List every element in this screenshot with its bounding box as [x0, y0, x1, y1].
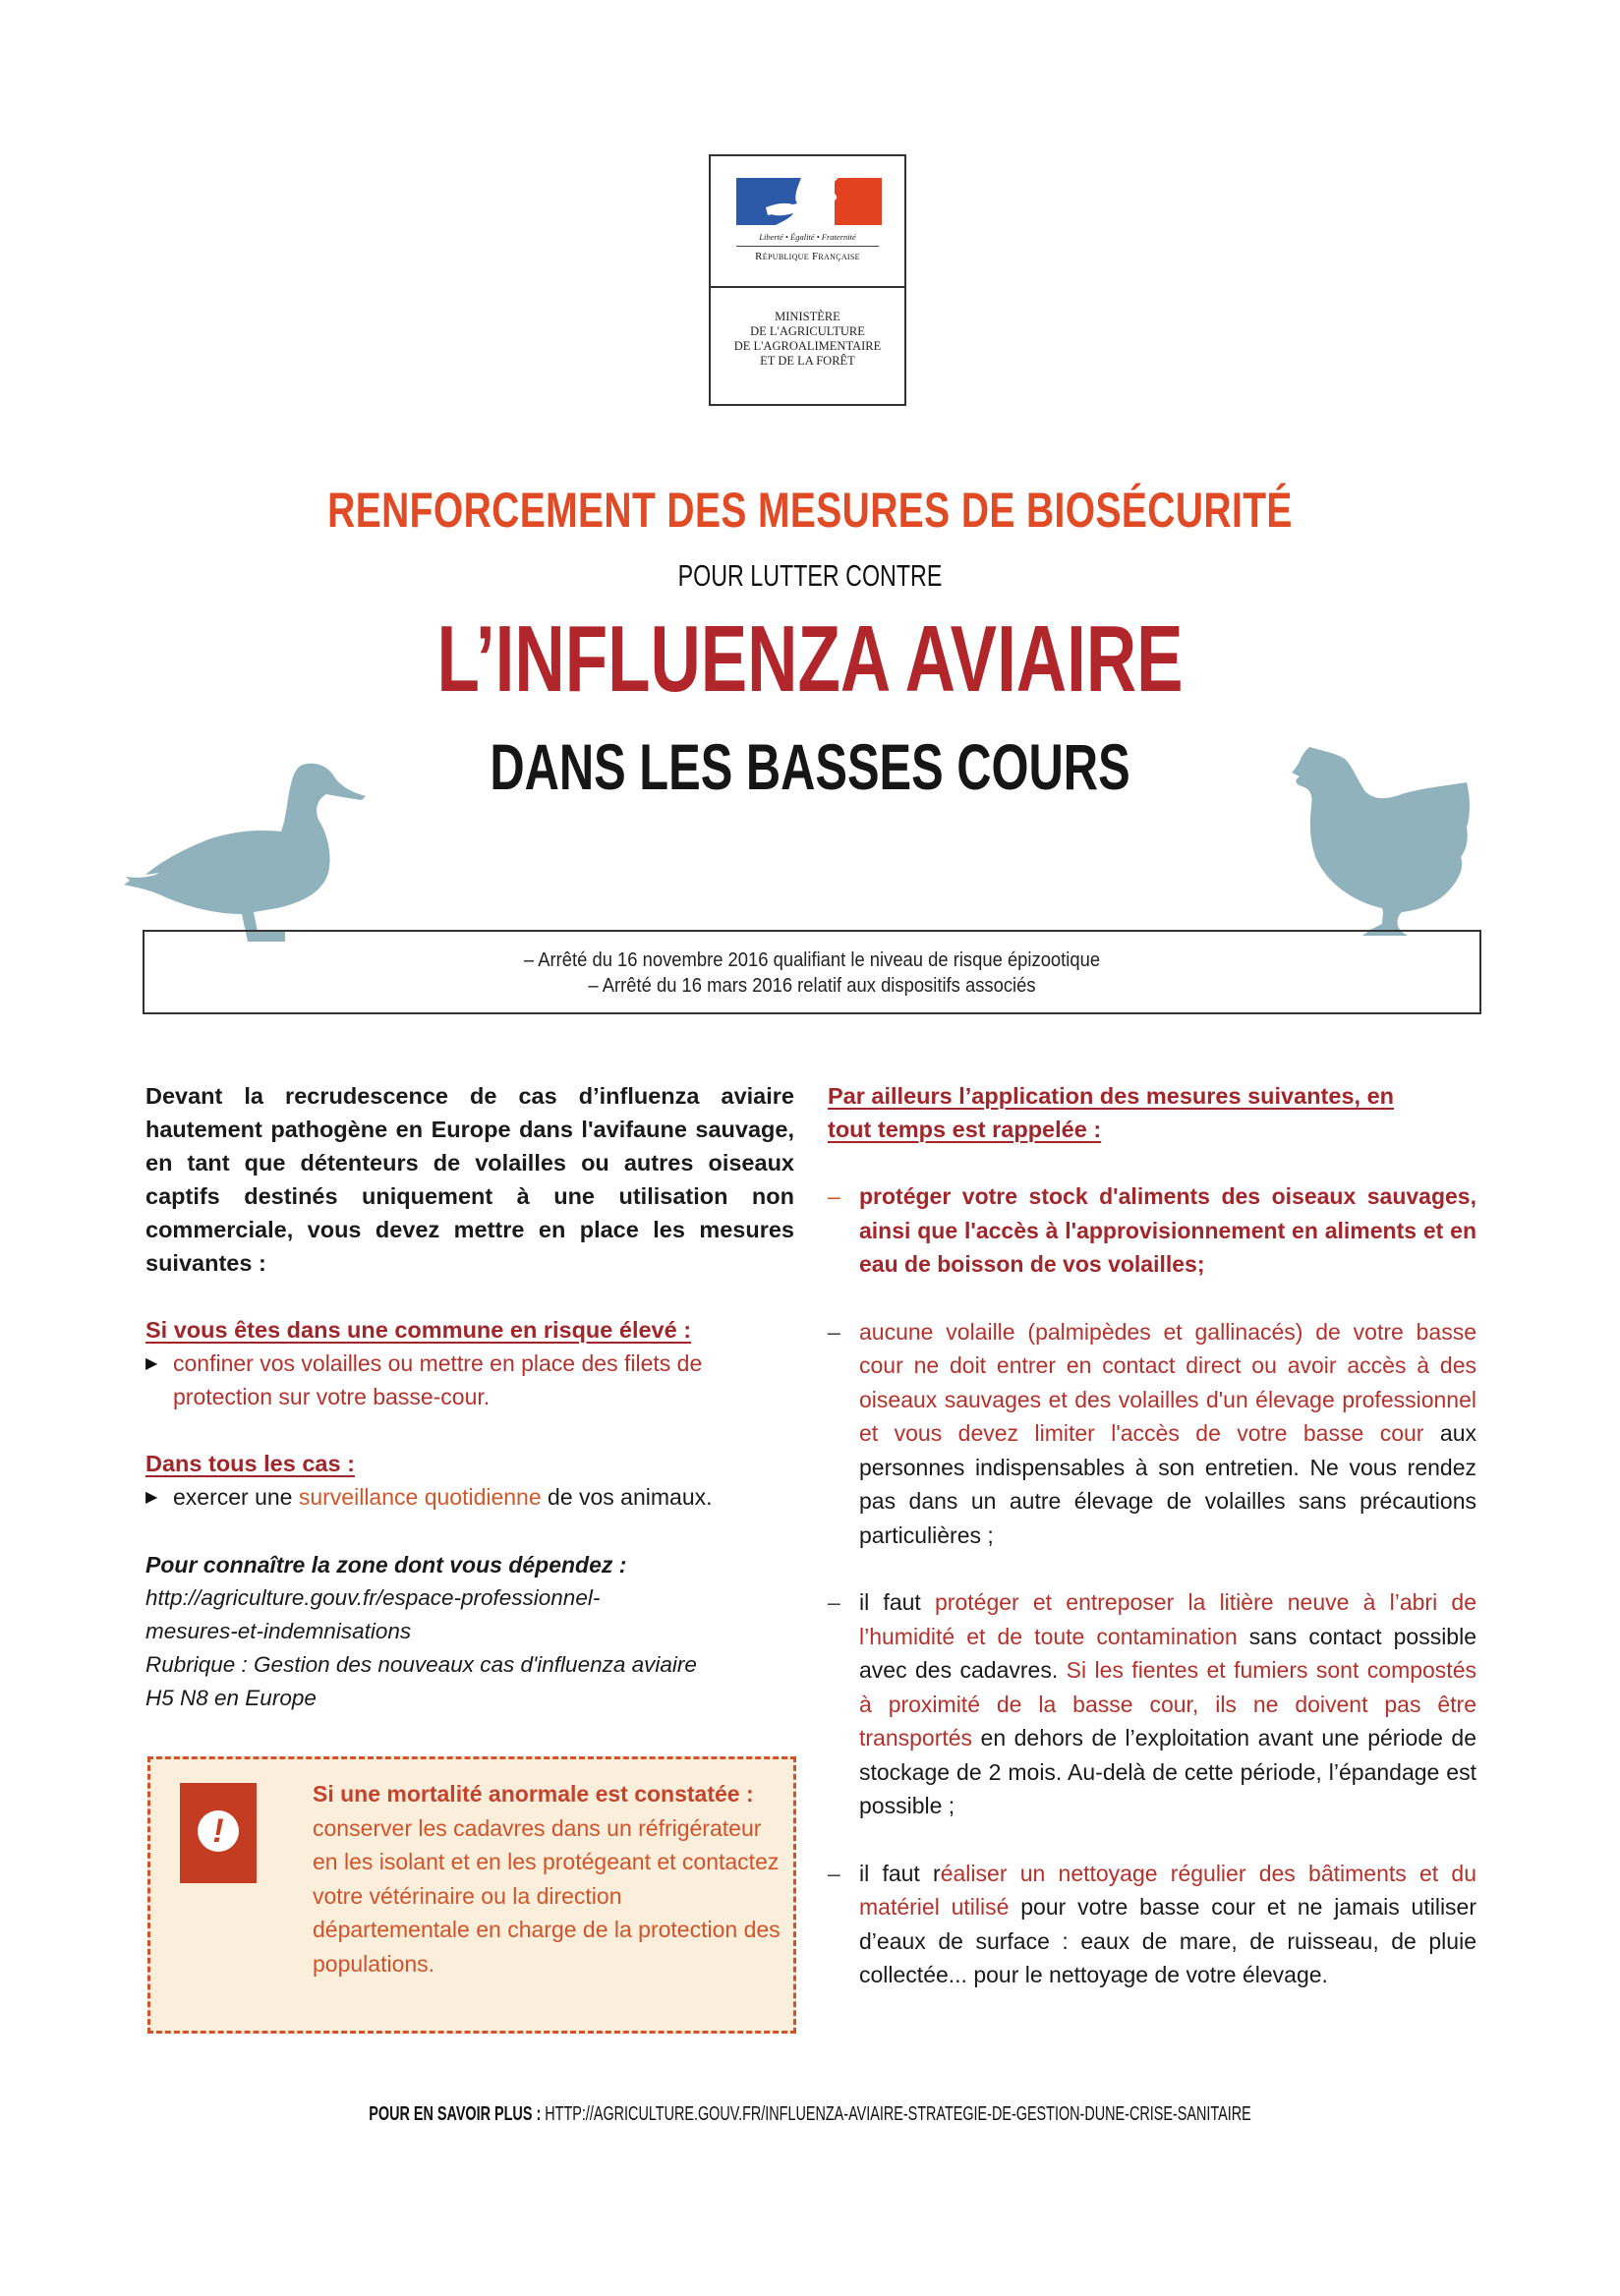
zone-url-cont[interactable]: mesures-et-indemnisations	[145, 1619, 412, 1643]
duck-icon	[120, 757, 371, 944]
zone-rubrique: Rubrique : Gestion des nouveaux cas d'influenza aviaire	[145, 1652, 697, 1677]
motto: Liberté • Égalité • Fraternité	[759, 232, 856, 242]
measure-text-part: sans contact possible avec des cadavres.	[859, 1623, 1477, 1683]
alert-bold: Si une mortalité anormale est constatée :	[313, 1781, 754, 1807]
measure-item	[828, 1857, 1476, 1992]
footer-label: POUR EN SAVOIR PLUS :	[369, 2103, 542, 2125]
dash-bullet-icon: –	[828, 1860, 840, 1886]
title-influenza: L’INFLUENZA AVIAIRE	[436, 606, 1184, 712]
mortality-alert-box	[147, 1756, 796, 2034]
high-risk-item	[145, 1347, 794, 1413]
measures-list	[828, 1179, 1476, 1992]
ministry-line: MINISTÈRE	[775, 310, 840, 323]
ministry-name	[711, 288, 904, 369]
footer-url[interactable]: HTTP://AGRICULTURE.GOUV.FR/INFLUENZA-AVIAIRE-STRATEGIE-DE-GESTION-DUNE-CRISE-SANITAIRE	[541, 2103, 1251, 2125]
measure-text-part: protéger et entreposer la litière neuve à l’abri de l’humidité et de toute contamination	[859, 1589, 1476, 1649]
all-cases-text: exercer une	[173, 1484, 299, 1510]
measure-text-part: protéger votre stock d'aliments des oiseaux sauvages, ainsi que l'accès à l'approvisionnement en aliments et en eau de boisson de vos volailles;	[859, 1183, 1476, 1277]
measure-text	[859, 1857, 1476, 1992]
measure-text-part: en dehors de l’exploitation avant une période de stockage de 2 mois. Au-delà de cette période, l’épandage est possible ;	[859, 1725, 1476, 1818]
dash-bullet-icon: –	[828, 1183, 840, 1209]
right-column	[828, 1079, 1476, 1992]
alert-text	[313, 1777, 784, 1980]
decree-references	[143, 930, 1481, 1014]
triangle-bullet-icon: ▶	[145, 1489, 158, 1506]
measure-text-part: éaliser un nettoyage régulier des bâtiments et du matériel utilisé	[859, 1860, 1476, 1920]
title-basses-cours: DANS LES BASSES COURS	[490, 730, 1130, 803]
footer-more-info	[227, 2103, 1394, 2126]
ministry-line: ET DE LA FORÊT	[760, 354, 855, 368]
title-biosecurity: RENFORCEMENT DES MESURES DE BIOSÉCURITÉ	[327, 483, 1293, 538]
zone-rubrique-cont: H5 N8 en Europe	[145, 1686, 317, 1710]
government-logo	[709, 154, 906, 406]
triangle-bullet-icon: ▶	[145, 1355, 158, 1372]
decree-line: – Arrêté du 16 mars 2016 relatif aux dispositifs associés	[588, 975, 1036, 997]
zone-url[interactable]: http://agriculture.gouv.fr/espace-professionnel-	[145, 1585, 601, 1610]
measure-text-part: il faut r	[859, 1860, 941, 1886]
measure-text-part: il faut	[859, 1589, 936, 1615]
right-heading: Par ailleurs l’application des mesures suivantes, en tout temps est rappelée :	[828, 1083, 1394, 1142]
republique-francaise: République Française	[755, 251, 860, 262]
divider	[736, 246, 879, 247]
measure-text-part: Si les fientes et fumiers sont compostés à proximité de la basse cour, ils ne doivent pas être transportés	[859, 1657, 1476, 1751]
marianne-flag-icon	[736, 178, 882, 225]
all-cases-text: de vos animaux.	[541, 1484, 713, 1510]
ministry-line: DE L'AGRICULTURE	[750, 324, 865, 338]
measure-text	[859, 1585, 1476, 1823]
dash-bullet-icon: –	[828, 1318, 840, 1345]
decree-line: – Arrêté du 16 novembre 2016 qualifiant le niveau de risque épizootique	[523, 949, 1101, 971]
zone-heading: Pour connaître la zone dont vous dépendez :	[145, 1552, 627, 1578]
measure-text	[859, 1315, 1476, 1553]
measure-text	[859, 1179, 1476, 1282]
alert-body: conserver les cadavres dans un réfrigérateur en les isolant et en les protégeant et contactez votre vétérinaire ou la direction départementale en charge de la protection des populations.	[313, 1814, 781, 1977]
high-risk-text: confiner vos volailles ou mettre en place des filets de protection sur votre basse-cour.	[173, 1350, 703, 1409]
hen-icon	[1274, 729, 1480, 936]
all-cases-item	[145, 1480, 794, 1515]
title-pour-lutter: POUR LUTTER CONTRE	[677, 558, 943, 593]
measure-item	[828, 1179, 1476, 1282]
marianne-block	[711, 156, 904, 288]
exclamation-icon: !	[180, 1783, 257, 1883]
dash-bullet-icon: –	[828, 1589, 840, 1615]
all-cases-highlight: surveillance quotidienne	[298, 1484, 542, 1510]
measure-text-part: aucune volaille (palmipèdes et gallinacés) de votre basse cour ne doit entrer en contact direct ou avoir accès à des oiseaux sauvages et des volailles d'un élevage professionnel et vous devez limiter l'accès de votre basse cour	[859, 1318, 1476, 1446]
ministry-line: DE L'AGROALIMENTAIRE	[733, 339, 882, 353]
measure-text-part: aux personnes indispensables à son entretien. Ne vous rendez pas dans un autre élevage de volailles sans précautions particulières ;	[859, 1420, 1476, 1548]
high-risk-heading: Si vous êtes dans une commune en risque élevé :	[145, 1317, 692, 1343]
measure-item	[828, 1585, 1476, 1823]
intro-paragraph: Devant la recrudescence de cas d’influenza aviaire hautement pathogène en Europe dans l'avifaune sauvage, en tant que détenteurs de volailles ou autres oiseaux captifs destinés uniquement à une utilisation non commerciale, vous devez mettre en place les mesures suivantes :	[145, 1083, 794, 1276]
measure-text-part: pour votre basse cour et ne jamais utiliser d’eaux de surface : eaux de mare, de ruisseau, de pluie collectée... pour le nettoyage de votre élevage.	[859, 1894, 1477, 1987]
left-column	[145, 1079, 794, 1715]
measure-item	[828, 1315, 1476, 1553]
all-cases-heading: Dans tous les cas :	[145, 1451, 355, 1476]
